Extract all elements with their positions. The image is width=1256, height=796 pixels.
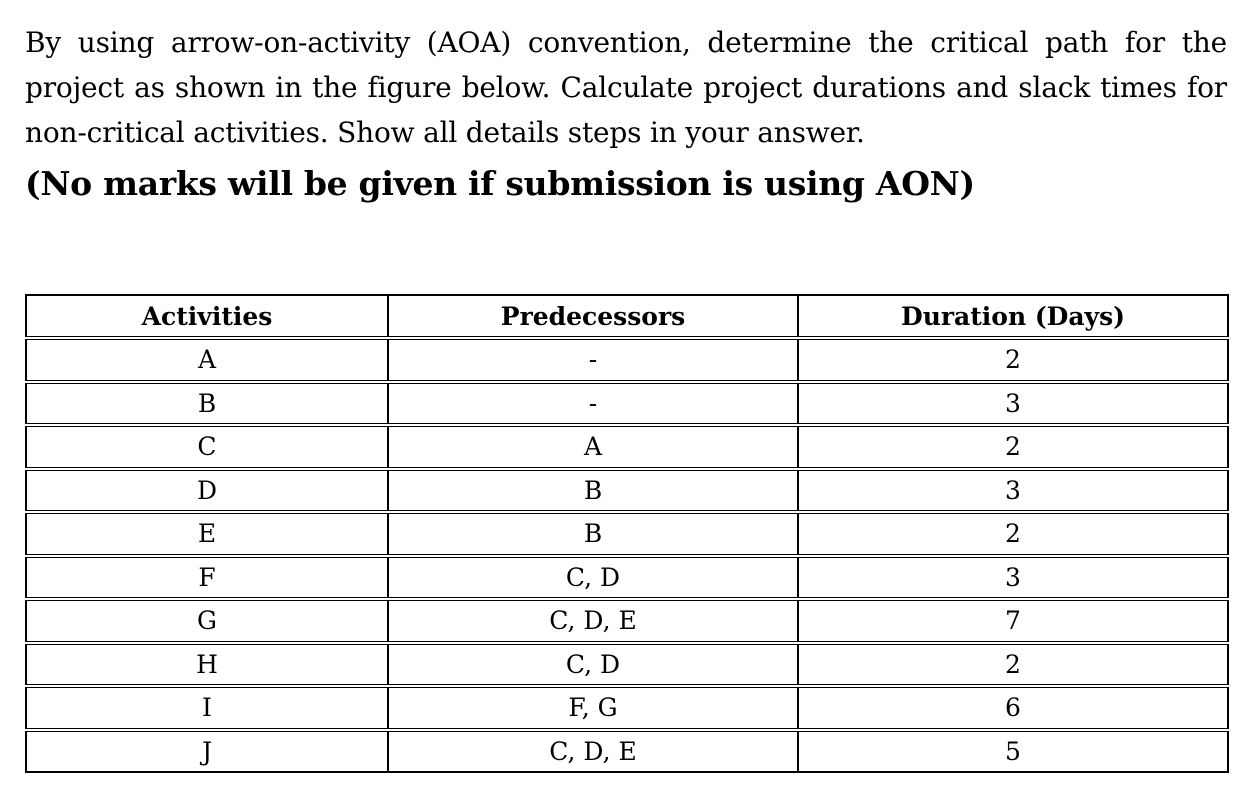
table-row [26,686,1228,730]
duration-cell: 5 [798,730,1228,773]
table-row [26,556,1228,600]
question-line-2: project as shown in the figure below. Calculate project durations and slack times for [25,71,1227,104]
predecessors-cell: B [388,469,798,513]
activity-cell: B [26,382,388,426]
activity-cell: J [26,730,388,773]
table-row [26,599,1228,643]
predecessors-cell: C, D [388,643,798,687]
activity-table [25,294,1229,773]
table-row [26,382,1228,426]
duration-cell: 2 [798,643,1228,687]
predecessors-cell: C, D, E [388,730,798,773]
duration-cell: 6 [798,686,1228,730]
activity-cell: A [26,338,388,382]
duration-cell: 7 [798,599,1228,643]
question-line-1: By using arrow-on-activity (AOA) convention, determine the critical path for the [25,26,1227,59]
activity-cell: F [26,556,388,600]
duration-cell: 2 [798,425,1228,469]
predecessors-cell: - [388,382,798,426]
predecessors-cell: A [388,425,798,469]
duration-cell: 3 [798,469,1228,513]
activity-cell: G [26,599,388,643]
activity-cell: E [26,512,388,556]
predecessors-cell: C, D [388,556,798,600]
question-text [25,20,1227,155]
predecessors-cell: F, G [388,686,798,730]
activity-cell: I [26,686,388,730]
header-duration: Duration (Days) [798,295,1228,338]
table-row [26,512,1228,556]
table-body [26,338,1228,772]
warning-text: (No marks will be given if submission is using AON) [25,164,975,203]
predecessors-cell: B [388,512,798,556]
table-row [26,469,1228,513]
duration-cell: 3 [798,556,1228,600]
table-row [26,730,1228,773]
duration-cell: 2 [798,338,1228,382]
table-row [26,338,1228,382]
duration-cell: 2 [798,512,1228,556]
predecessors-cell: - [388,338,798,382]
activity-cell: D [26,469,388,513]
activity-cell: H [26,643,388,687]
table-row [26,425,1228,469]
activity-cell: C [26,425,388,469]
table-row [26,643,1228,687]
question-line-3: non-critical activities. Show all details steps in your answer. [25,116,865,149]
predecessors-cell: C, D, E [388,599,798,643]
header-activities: Activities [26,295,388,338]
table-header-row [26,295,1228,338]
header-predecessors: Predecessors [388,295,798,338]
duration-cell: 3 [798,382,1228,426]
